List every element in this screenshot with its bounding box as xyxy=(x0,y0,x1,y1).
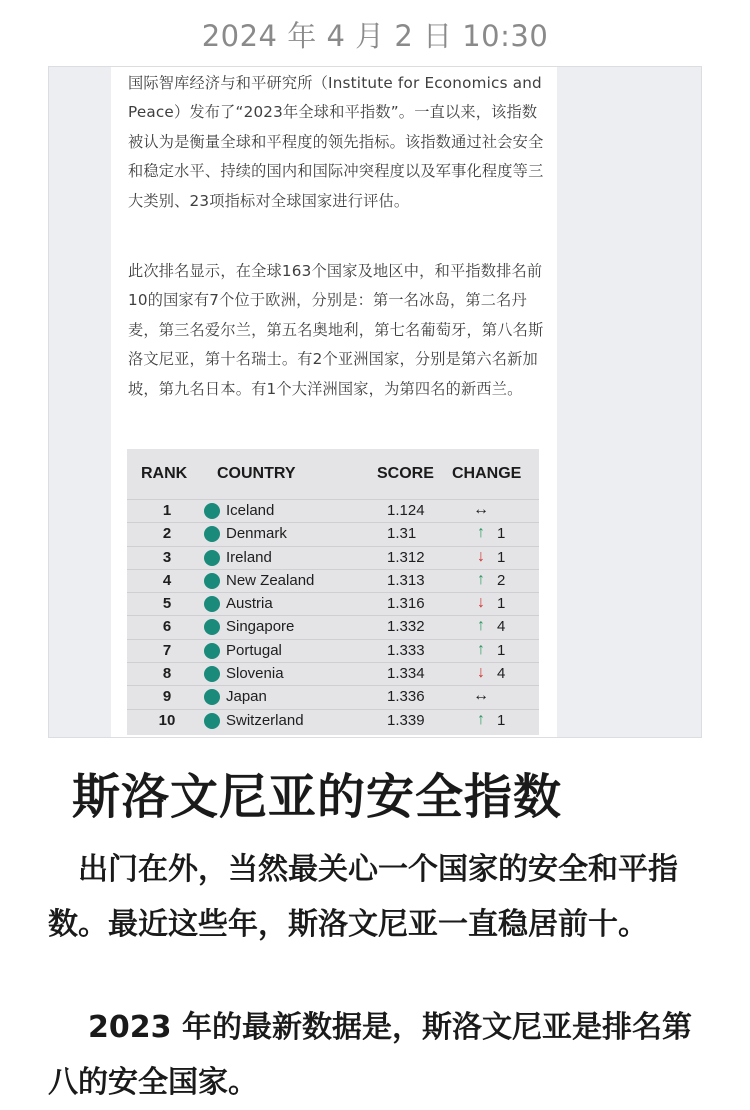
rank-cell: 7 xyxy=(162,641,172,659)
body-paragraph-1: 出门在外，当然最关心一个国家的安全和平指数。最近这些年，斯洛文尼亚一直稳居前十。 xyxy=(48,852,678,942)
table-row xyxy=(127,662,539,685)
table-row xyxy=(127,522,539,545)
arrow-down-icon: ↓ xyxy=(477,594,485,612)
change-cell: 2 xyxy=(497,571,506,589)
table-row xyxy=(127,499,539,522)
country-cell: Ireland xyxy=(226,548,272,566)
country-cell: Japan xyxy=(226,688,267,706)
country-cell: Denmark xyxy=(226,525,287,543)
country-cell: Slovenia xyxy=(226,665,284,683)
score-cell: 1.334 xyxy=(387,665,425,683)
score-cell: 1.312 xyxy=(387,548,425,566)
change-cell: 4 xyxy=(497,665,506,683)
table-row xyxy=(127,569,539,592)
header-change: CHANGE xyxy=(452,465,522,482)
country-cell: Singapore xyxy=(226,618,295,636)
rank-cell: 8 xyxy=(162,665,172,683)
country-dot-icon xyxy=(204,526,220,542)
country-cell: Portugal xyxy=(226,641,282,659)
country-dot-icon xyxy=(204,713,220,729)
change-cell: 1 xyxy=(497,711,506,729)
arrow-both-icon: ↔ xyxy=(473,501,489,518)
score-cell: 1.333 xyxy=(387,641,425,659)
country-cell: Austria xyxy=(226,595,273,613)
table-row xyxy=(127,709,539,732)
arrow-down-icon: ↓ xyxy=(477,547,485,565)
rank-cell: 2 xyxy=(162,525,172,543)
table-row xyxy=(127,615,539,638)
score-cell: 1.332 xyxy=(387,618,425,636)
arrow-both-icon: ↔ xyxy=(473,687,489,705)
arrow-up-icon: ↑ xyxy=(477,524,485,542)
arrow-up-icon: ↑ xyxy=(477,710,485,728)
country-cell: Switzerland xyxy=(226,711,304,729)
change-cell: 1 xyxy=(497,525,506,543)
rank-cell: 4 xyxy=(162,571,172,589)
score-cell: 1.31 xyxy=(387,525,417,543)
score-cell: 1.313 xyxy=(387,571,425,589)
header-score: SCORE xyxy=(377,465,434,482)
table-row xyxy=(127,592,539,615)
table-row xyxy=(127,639,539,662)
arrow-up-icon: ↑ xyxy=(477,617,485,635)
rank-cell: 6 xyxy=(162,618,172,636)
arrow-up-icon: ↑ xyxy=(477,640,485,658)
country-dot-icon xyxy=(204,573,220,589)
article-card xyxy=(111,67,557,738)
rank-cell: 9 xyxy=(162,688,172,706)
change-cell: 4 xyxy=(497,618,506,636)
country-dot-icon xyxy=(204,550,220,566)
body-paragraph-2: 2023 年的最新数据是，斯洛文尼亚是排名第八的安全国家。 xyxy=(48,1010,692,1100)
header-country: COUNTRY xyxy=(217,465,296,482)
timestamp: 2024 年 4 月 2 日 10:30 xyxy=(201,19,549,53)
country-dot-icon xyxy=(204,666,220,682)
country-dot-icon xyxy=(204,619,220,635)
arrow-down-icon: ↓ xyxy=(477,664,485,682)
country-dot-icon xyxy=(204,503,220,519)
country-dot-icon xyxy=(204,643,220,659)
country-dot-icon xyxy=(204,689,220,705)
section-title: 斯洛文尼亚的安全指数 xyxy=(72,769,563,825)
rank-cell: 5 xyxy=(162,595,172,613)
table-rows xyxy=(127,499,539,732)
score-cell: 1.339 xyxy=(387,711,425,729)
rank-cell: 3 xyxy=(162,548,172,566)
score-cell: 1.124 xyxy=(387,502,425,519)
embedded-article-screenshot[interactable] xyxy=(48,66,702,738)
peace-index-ranking-table xyxy=(127,449,539,735)
score-cell: 1.316 xyxy=(387,595,425,613)
country-dot-icon xyxy=(204,596,220,612)
change-cell: 1 xyxy=(497,641,506,659)
change-cell: 1 xyxy=(497,548,506,566)
country-cell: Iceland xyxy=(226,502,275,519)
table-row xyxy=(127,685,539,708)
rank-cell: 10 xyxy=(158,711,176,729)
article-paragraph-ranking: 此次排名显示，在全球163个国家及地区中，和平指数排名前10的国家有7个位于欧洲，分别是：第一名冰岛，第二名丹麦，第三名爱尔兰，第五名奥地利，第七名葡萄牙，第八名斯洛文尼亚，第十名瑞士。有2个亚洲国家，分别是第六名新加坡，第九名日本。有1个大洋洲国家，为第四名的新西兰。 xyxy=(128,262,544,398)
arrow-up-icon: ↑ xyxy=(477,570,485,588)
change-cell: 1 xyxy=(497,595,506,613)
score-cell: 1.336 xyxy=(387,688,425,706)
country-cell: New Zealand xyxy=(226,571,315,589)
header-rank: RANK xyxy=(141,465,188,482)
article-paragraph-intro: 国际智库经济与和平研究所（Institute for Economics and Peace）发布了“2023年全球和平指数”。一直以来，该指数被认为是衡量全球和平程度的领先指标。该指数通过社会安全和稳定水平、持续的国内和国际冲突程度以及军事化程度等三大类别、23项指标对全球国家进行评估。 xyxy=(128,74,544,210)
table-row xyxy=(127,546,539,569)
rank-cell: 1 xyxy=(162,502,172,519)
